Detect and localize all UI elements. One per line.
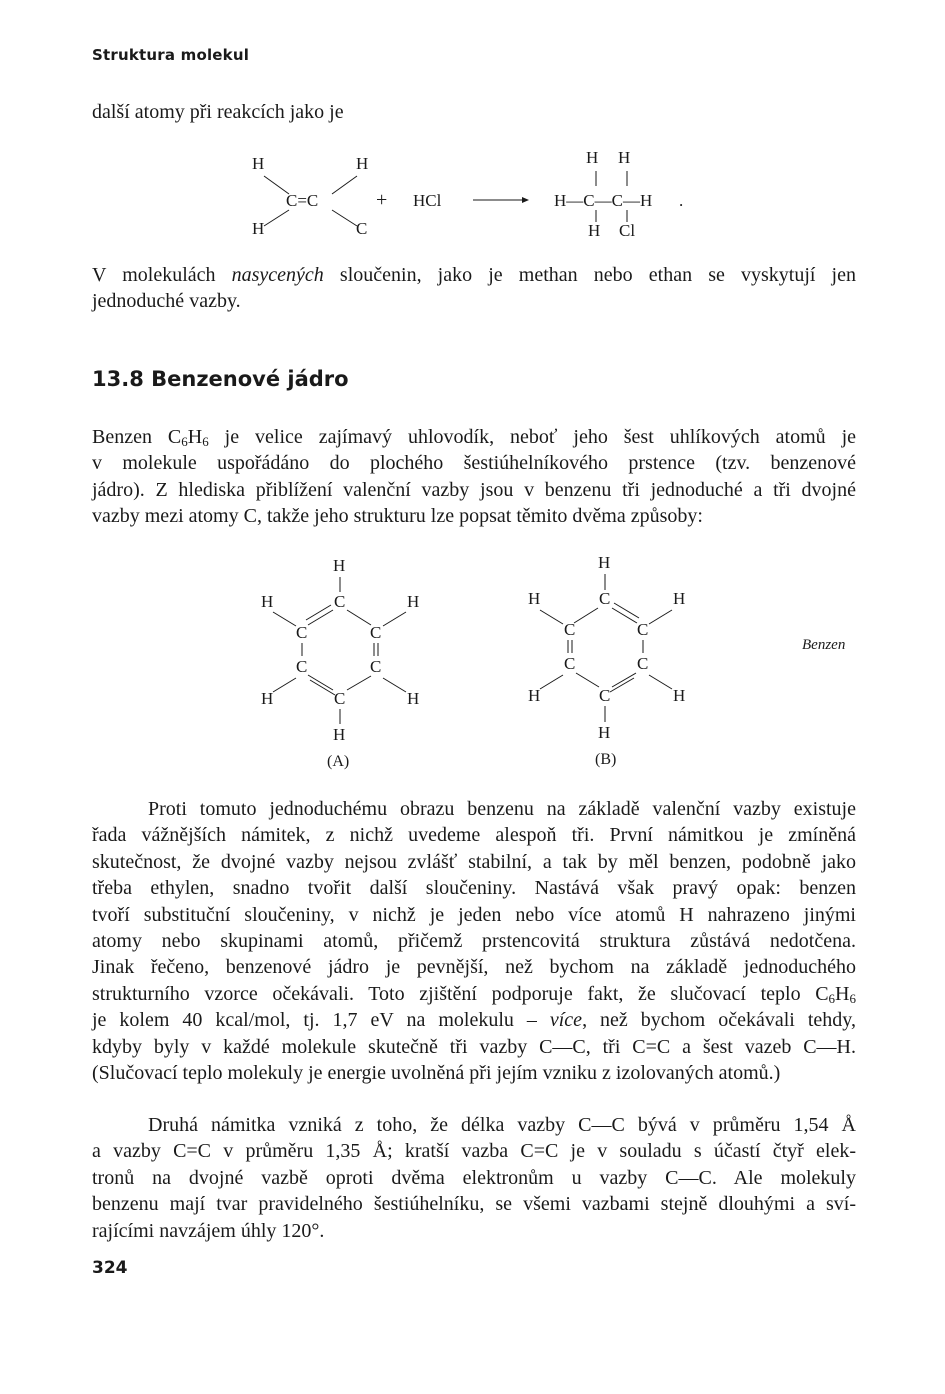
atom-h: H: [673, 589, 686, 608]
subscript: 6: [849, 990, 856, 1006]
figure-side-label: Benzen: [802, 637, 846, 653]
paragraph-line: vazby mezi atomy C, takže jeho strukturu lze popsat těmito dvěma způsoby:: [92, 505, 703, 528]
product-h1: H: [586, 148, 599, 167]
text-run: sloučenin, jako je methan nebo ethan se vyskytují jen: [323, 264, 856, 286]
paragraph-line: benzenu mají tvar pravidelného šestiúhelníku, se všemi vazbami stejně dlouhými a sví-: [92, 1193, 856, 1216]
label-b: (B): [595, 751, 617, 768]
paragraph-line: Jinak řečeno, benzenové jádro je pevnější, než bychom na základě jednoduchého: [92, 956, 856, 979]
emphasis-text: nasycených: [231, 264, 324, 286]
bond-line: [383, 678, 406, 692]
objection-paragraph: [92, 796, 856, 1086]
emphasis-text: více: [549, 1009, 583, 1032]
intro-text: další atomy při reakcích jako je: [92, 101, 344, 123]
bond-line: [614, 603, 639, 618]
structure-b: [528, 553, 685, 768]
product-h2: H: [618, 148, 631, 167]
text-run: Benzen C: [92, 426, 182, 448]
structure-a: [261, 556, 419, 770]
text-run: H: [187, 426, 203, 448]
atom-h: H: [528, 589, 541, 608]
atom-h: H: [528, 686, 541, 705]
bond-line: [273, 678, 296, 692]
paragraph-line: v molekule uspořádáno do plochého šestiúhelníkového prstence (tzv. benzenové: [92, 452, 856, 475]
text-run: je kolem 40 kcal/mol, tj. 1,7 eV na molekulu –: [92, 1009, 550, 1032]
bond-line: [649, 675, 672, 689]
paragraph-line: Proti tomuto jednoduchému obrazu benzenu na základě valenční vazby existuje: [148, 798, 856, 820]
text-run: , než bychom očekávali tehdy,: [582, 1009, 856, 1032]
paragraph-line: jednoduché vazby.: [92, 290, 241, 313]
paragraph-line: rajícími navzájem úhly 120°.: [92, 1219, 325, 1242]
atom-h: H: [333, 725, 346, 744]
atom-h: H: [261, 689, 274, 708]
paragraph-line: a vazby C=C v průměru 1,35 Å; kratší vazba C=C je v souladu s účastí čtyř elek-: [92, 1140, 856, 1163]
atom-h: H: [261, 592, 274, 611]
reaction-c-bottom-right: C: [356, 219, 368, 238]
subscript: 6: [181, 434, 188, 449]
bond-line: [383, 612, 406, 626]
atom-c: C: [564, 620, 576, 639]
atom-c: C: [334, 689, 346, 708]
page-number: 324: [92, 1258, 128, 1278]
paragraph-line: (Slučovací teplo molekuly je energie uvolněná při jejím vzniku z izolovaných atomů.): [92, 1062, 781, 1085]
atom-c: C: [599, 686, 611, 705]
atom-h: H: [598, 553, 611, 572]
text-run: strukturního vzorce očekávali. Toto zjištění podporuje fakt, že slučovací teplo C: [92, 982, 829, 1005]
bond-line: [612, 608, 637, 623]
atom-h: H: [407, 689, 420, 708]
label-a: (A): [327, 753, 350, 770]
paragraph-line: řada vážnějších námitek, z nichž uvedeme alespoň tři. První námitkou je zmíněná: [92, 824, 856, 847]
atom-c: C: [296, 657, 308, 676]
bond-line: [612, 673, 636, 687]
product-cl: Cl: [619, 221, 636, 240]
atom-h: H: [333, 556, 346, 575]
bond-line: [540, 610, 563, 624]
atom-h: H: [673, 686, 686, 705]
atom-c: C: [370, 623, 382, 642]
bond-line: [308, 675, 333, 690]
subscript: 6: [202, 434, 209, 449]
running-head: Struktura molekul: [92, 46, 250, 64]
paragraph-line: tronů na dvojné vazbě oproti dvěma elektronům u vazby C—C. Ale molekuly: [92, 1166, 856, 1189]
bond-line: [347, 610, 371, 625]
atom-c: C: [599, 589, 611, 608]
bond-line: [310, 680, 335, 695]
plus-sign: +: [376, 189, 388, 211]
paragraph-line: skutečnost, že dvojné vazby nejsou zvlášť stabilní, a tak by měl benzen, podobně jako: [92, 850, 856, 873]
bond-line: [649, 610, 672, 624]
atom-c: C: [637, 620, 649, 639]
bond-line: [306, 605, 331, 620]
paragraph-line: [92, 1007, 856, 1033]
product-h3: H: [588, 221, 601, 240]
product-chain: H—C—C—H: [554, 191, 653, 210]
reaction-double-bond: C=C: [286, 191, 319, 210]
atom-c: C: [637, 654, 649, 673]
paragraph-line: kdyby byly v každé molekule skutečně tři vazby C—C, tři C=C a šest vazeb C—H.: [92, 1035, 856, 1058]
text-run: V molekulách: [92, 264, 232, 286]
bond-line: [347, 676, 371, 690]
product-period: .: [679, 191, 684, 210]
atom-c: C: [564, 654, 576, 673]
text-run: H: [835, 982, 850, 1005]
reaction-h-top-right: H: [356, 154, 369, 173]
bond-line: [308, 610, 333, 625]
paragraph-line: jádro). Z hlediska přiblížení valenční vazby jsou v benzenu tři jednoduché a tři dvojné: [92, 478, 856, 501]
atom-h: H: [407, 592, 420, 611]
bond-line: [610, 678, 634, 692]
atom-c: C: [296, 623, 308, 642]
paragraph-line: atomy nebo skupinami atomů, přičemž prstencovitá struktura zůstává nedotčena.: [92, 930, 856, 953]
reaction-h-top-left: H: [252, 154, 265, 173]
paragraph-line: tvoří substituční sloučeniny, v nichž je jeden nebo více atomů H nahrazeno jinými: [92, 903, 856, 926]
bond-line: [540, 675, 563, 689]
atom-c: C: [370, 657, 382, 676]
subscript: 6: [828, 990, 836, 1006]
text-run: je velice zajímavý uhlovodík, neboť jeho šest uhlíkových atomů je: [208, 426, 856, 448]
bond-line: [576, 673, 599, 687]
paragraph-line: Druhá námitka vzniká z toho, že délka vazby C—C bývá v průměru 1,54 Å: [148, 1114, 856, 1136]
bond-line: [574, 608, 598, 623]
bond-length-paragraph: [92, 1112, 856, 1244]
section-heading: 13.8 Benzenové jádro: [92, 367, 349, 391]
reagent-hcl: HCl: [413, 191, 442, 210]
paragraph-line: [92, 981, 856, 1007]
reaction-h-bottom-left: H: [252, 219, 265, 238]
atom-c: C: [334, 592, 346, 611]
atom-h: H: [598, 723, 611, 742]
paragraph-line: třeba ethylen, snadno tvořit další sloučeniny. Nastává však pravý opak: benzen: [92, 877, 856, 900]
bond-line: [273, 612, 296, 626]
